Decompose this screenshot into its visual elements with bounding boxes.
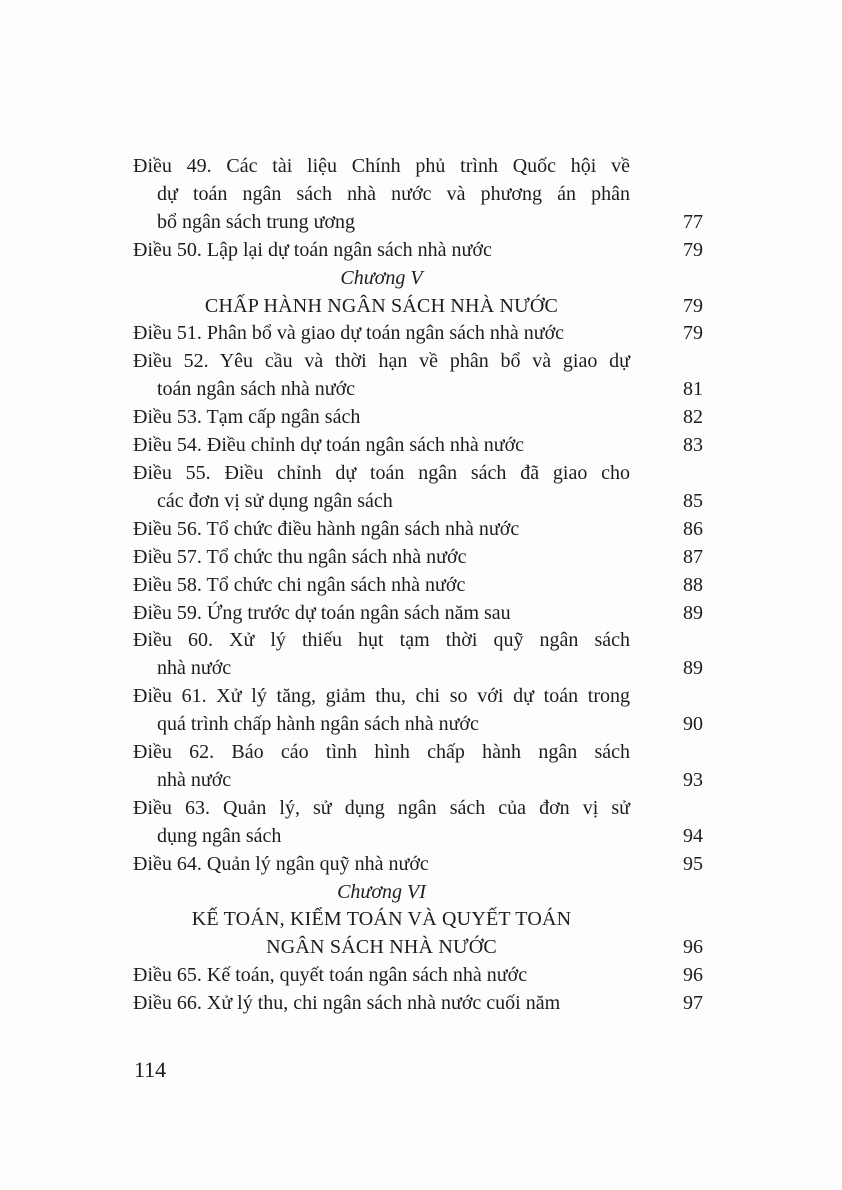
toc-line-text: Chương V bbox=[340, 266, 423, 289]
toc-entry-line bbox=[133, 823, 703, 851]
toc-line-text: CHẤP HÀNH NGÂN SÁCH NHÀ NƯỚC bbox=[204, 294, 559, 317]
toc-page-number: 95 bbox=[683, 852, 703, 875]
toc-entry-line bbox=[133, 711, 703, 739]
toc-line-text: dụng ngân sách bbox=[157, 824, 282, 847]
toc-entry-line bbox=[133, 376, 703, 404]
toc-entry-line bbox=[133, 767, 703, 795]
toc-entry-line bbox=[133, 600, 703, 628]
toc-line-text: nhà nước bbox=[157, 768, 232, 791]
toc-line-text: Điều 64. Quản lý ngân quỹ nhà nước bbox=[133, 852, 429, 875]
toc-line-text: Điều 55. Điều chỉnh dự toán ngân sách đã giao cho bbox=[133, 461, 630, 484]
toc-page-number: 94 bbox=[683, 824, 703, 847]
toc-line-text: Điều 57. Tổ chức thu ngân sách nhà nước bbox=[133, 545, 467, 568]
toc-line-text: Điều 52. Yêu cầu và thời hạn về phân bổ và giao dự bbox=[133, 350, 630, 373]
toc-line-text: Điều 54. Điều chỉnh dự toán ngân sách nhà nước bbox=[133, 434, 525, 457]
toc-entry-line bbox=[133, 153, 703, 181]
toc-page-number: 79 bbox=[683, 238, 703, 261]
toc-page-number: 97 bbox=[683, 992, 703, 1015]
toc-page-number: 90 bbox=[683, 713, 703, 736]
footer-page-number: 114 bbox=[134, 1057, 167, 1082]
toc-entry-line bbox=[133, 851, 703, 879]
toc-line-text: Điều 50. Lập lại dự toán ngân sách nhà nước bbox=[133, 238, 492, 261]
toc-entry-line bbox=[133, 627, 703, 655]
toc-line-text: Điều 56. Tổ chức điều hành ngân sách nhà nước bbox=[133, 517, 520, 540]
toc-page-number: 87 bbox=[683, 545, 703, 568]
toc-page-number: 96 bbox=[683, 964, 703, 987]
toc-chapter-line bbox=[133, 906, 703, 934]
toc-entry-line bbox=[133, 488, 703, 516]
toc-entry-line bbox=[133, 209, 703, 237]
toc-entry-line bbox=[133, 432, 703, 460]
toc-page-number: 89 bbox=[683, 657, 703, 680]
toc-chapter-line bbox=[133, 879, 703, 907]
toc-line-text: bổ ngân sách trung ương bbox=[157, 210, 356, 233]
toc-page-number: 77 bbox=[683, 210, 703, 233]
toc-line-text: các đơn vị sử dụng ngân sách bbox=[157, 489, 393, 512]
toc-line-text: Chương VI bbox=[337, 880, 426, 903]
toc-entry-line bbox=[133, 683, 703, 711]
toc-page-number: 79 bbox=[683, 294, 703, 317]
toc-entry-line bbox=[133, 237, 703, 265]
toc-entry-line bbox=[133, 460, 703, 488]
toc-line-text: Điều 65. Kế toán, quyết toán ngân sách nhà nước bbox=[133, 964, 528, 987]
toc-page-number: 83 bbox=[683, 434, 703, 457]
toc-chapter-line bbox=[133, 934, 703, 962]
toc-page-number: 85 bbox=[683, 489, 703, 512]
toc-entry-line bbox=[133, 516, 703, 544]
toc-line-text: KẾ TOÁN, KIỂM TOÁN VÀ QUYẾT TOÁN bbox=[191, 908, 572, 931]
toc-list bbox=[133, 153, 703, 1018]
toc-entry-line bbox=[133, 348, 703, 376]
toc-entry-line bbox=[133, 795, 703, 823]
toc-page-number: 88 bbox=[683, 573, 703, 596]
toc-entry-line bbox=[133, 990, 703, 1018]
toc-entry-line bbox=[133, 404, 703, 432]
toc-line-text: Điều 66. Xử lý thu, chi ngân sách nhà nước cuối năm bbox=[133, 992, 561, 1015]
toc-chapter-line bbox=[133, 265, 703, 293]
toc-line-text: Điều 61. Xử lý tăng, giảm thu, chi so với dự toán trong bbox=[133, 685, 630, 708]
toc-page-number: 93 bbox=[683, 768, 703, 791]
toc-entry-line bbox=[133, 655, 703, 683]
toc-page-number: 89 bbox=[683, 601, 703, 624]
toc-entry-line bbox=[133, 544, 703, 572]
toc-line-text: Điều 53. Tạm cấp ngân sách bbox=[133, 406, 361, 429]
toc-page-number: 79 bbox=[683, 322, 703, 345]
toc-page-number: 96 bbox=[683, 936, 703, 959]
toc-line-text: toán ngân sách nhà nước bbox=[157, 378, 356, 401]
toc-page-number: 82 bbox=[683, 406, 703, 429]
toc-line-text: Điều 49. Các tài liệu Chính phủ trình Quốc hội về bbox=[133, 155, 630, 177]
toc-line-text: nhà nước bbox=[157, 657, 232, 680]
toc-line-text: Điều 51. Phân bổ và giao dự toán ngân sách nhà nước bbox=[133, 322, 565, 345]
toc-page-number: 86 bbox=[683, 517, 703, 540]
toc-chapter-line bbox=[133, 293, 703, 321]
toc-line-text: Điều 60. Xử lý thiếu hụt tạm thời quỹ ngân sách bbox=[133, 629, 630, 652]
toc-line-text: Điều 62. Báo cáo tình hình chấp hành ngân sách bbox=[133, 741, 630, 764]
toc-line-text: dự toán ngân sách nhà nước và phương án phân bbox=[157, 182, 630, 205]
toc-entry-line bbox=[133, 739, 703, 767]
toc-line-text: NGÂN SÁCH NHÀ NƯỚC bbox=[266, 936, 497, 959]
toc-entry-line bbox=[133, 181, 703, 209]
toc-entry-line bbox=[133, 320, 703, 348]
toc-line-text: quá trình chấp hành ngân sách nhà nước bbox=[157, 713, 479, 736]
toc-page-number: 81 bbox=[683, 378, 703, 401]
toc-entry-line bbox=[133, 962, 703, 990]
toc-line-text: Điều 58. Tổ chức chi ngân sách nhà nước bbox=[133, 573, 466, 596]
toc-line-text: Điều 63. Quản lý, sử dụng ngân sách của đơn vị sử bbox=[133, 796, 630, 819]
toc-entry-line bbox=[133, 572, 703, 600]
toc-line-text: Điều 59. Ứng trước dự toán ngân sách năm sau bbox=[133, 601, 511, 624]
